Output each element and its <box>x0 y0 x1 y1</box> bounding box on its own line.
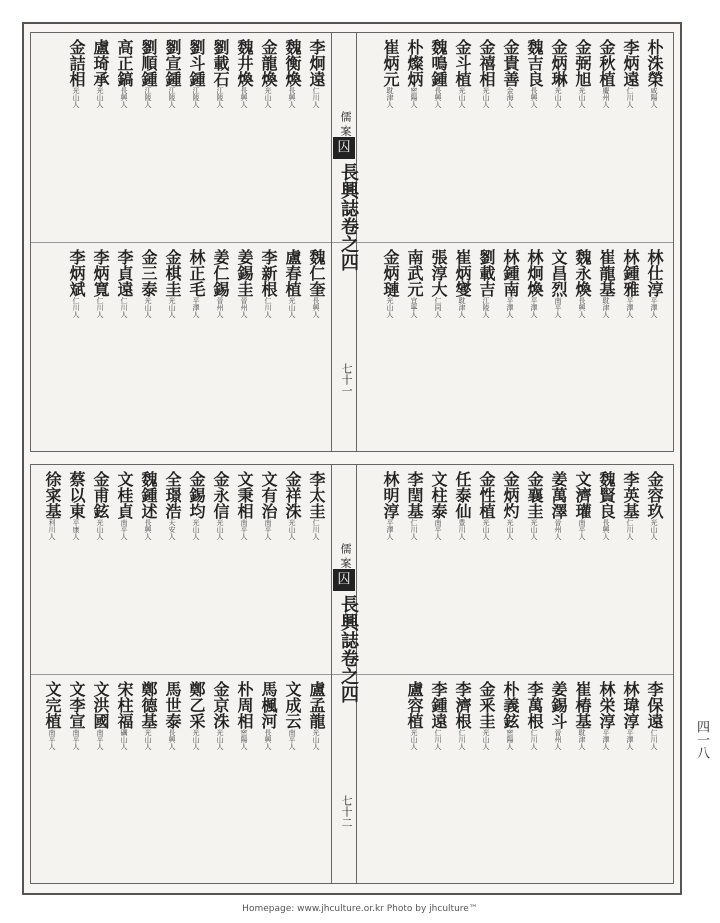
roster-entry <box>379 39 401 108</box>
person-note: 長興人 <box>602 519 610 540</box>
roster-entry <box>209 681 231 750</box>
person-name: 魏衡煥 <box>283 39 302 87</box>
person-note: 平澤人 <box>650 297 658 318</box>
person-note: 光山人 <box>386 297 394 318</box>
person-note: 仁川人 <box>458 729 466 750</box>
person-note: 長興人 <box>434 87 442 108</box>
roster-entry <box>547 471 569 540</box>
person-name: 姜萬澤 <box>549 471 568 519</box>
roster-entry <box>233 249 255 318</box>
person-note: 長興人 <box>168 729 176 750</box>
roster-entry <box>427 249 449 318</box>
person-name: 金棋圭 <box>163 249 182 297</box>
person-name: 金炳琳 <box>549 39 568 87</box>
person-note: 平澤人 <box>626 729 634 750</box>
footer-credit: Homepage: www.jhculture.or.kr Photo by jhculture™ <box>242 904 478 914</box>
person-name: 金釆圭 <box>477 681 496 729</box>
roster-entry <box>499 471 521 540</box>
person-name: 林炯煥 <box>525 249 544 297</box>
roster-entry <box>547 249 569 318</box>
roster-entry <box>451 471 473 540</box>
roster-entry <box>233 39 255 108</box>
roster-entry <box>185 471 207 540</box>
person-note: 平澤人 <box>192 297 200 318</box>
person-note: 南平人 <box>288 729 296 750</box>
person-note: 仁川人 <box>312 519 320 540</box>
roster-entry <box>257 471 279 540</box>
person-note: 南平人 <box>120 519 128 540</box>
roster-entry <box>571 249 593 318</box>
roster-entry <box>643 249 665 318</box>
person-note: 慶州人 <box>602 87 610 108</box>
person-note: 江陵人 <box>192 87 200 108</box>
person-note: 江陵人 <box>144 87 152 108</box>
person-note: 耽津人 <box>602 297 610 318</box>
person-note: 天安人 <box>168 519 176 540</box>
roster-entry <box>89 471 111 540</box>
person-note: 光山人 <box>96 87 104 108</box>
roster-entry <box>427 39 449 108</box>
person-name: 鄭德基 <box>139 681 158 729</box>
roster-entry <box>137 39 159 108</box>
person-note: 仁川人 <box>264 297 272 318</box>
roster-entry <box>427 681 449 750</box>
page-number: 四一八 <box>694 720 709 759</box>
roster-entry <box>619 471 641 540</box>
roster-entry <box>161 39 183 108</box>
person-note: 江陵人 <box>168 87 176 108</box>
person-name: 盧琦承 <box>91 39 110 87</box>
person-name: 劉斗鍾 <box>187 39 206 87</box>
person-note: 光山人 <box>144 297 152 318</box>
person-name: 崔炳元 <box>381 39 400 87</box>
person-name: 金三泰 <box>139 249 158 297</box>
person-name: 崔椿基 <box>573 681 592 729</box>
title-gutter <box>331 33 357 451</box>
person-name: 金貴善 <box>501 39 520 87</box>
roster-entry <box>451 249 473 318</box>
person-note: 耽津人 <box>458 297 466 318</box>
person-note: 光山人 <box>312 729 320 750</box>
title-gutter <box>331 465 357 883</box>
person-note: 長興人 <box>578 297 586 318</box>
section-label: 儒 案 <box>339 543 352 569</box>
person-name: 馬楓河 <box>259 681 278 729</box>
person-name: 南武元 <box>405 249 424 297</box>
person-name: 金秋植 <box>597 39 616 87</box>
emblem-icon: 囚 <box>333 137 355 159</box>
person-name: 文桂貞 <box>115 471 134 519</box>
person-note: 仁川人 <box>626 87 634 108</box>
person-name: 劉宣鍾 <box>163 39 182 87</box>
person-name: 劉載石 <box>211 39 230 87</box>
person-note: 密陽人 <box>506 729 514 750</box>
person-name: 魏吉良 <box>525 39 544 87</box>
roster-entry <box>547 681 569 750</box>
person-note: 長興人 <box>264 729 272 750</box>
person-note: 長興人 <box>240 87 248 108</box>
person-note: 光山人 <box>482 729 490 750</box>
roster-entry <box>257 39 279 108</box>
person-name: 李萬根 <box>525 681 544 729</box>
person-note: 光山人 <box>482 87 490 108</box>
person-name: 魏永煥 <box>573 249 592 297</box>
person-name: 金斗植 <box>453 39 472 87</box>
person-note: 宜寧人 <box>410 297 418 318</box>
roster-entry <box>41 681 63 750</box>
person-name: 任泰仙 <box>453 471 472 519</box>
person-name: 崔龍基 <box>597 249 616 297</box>
person-name: 金詰相 <box>67 39 86 87</box>
roster-entry <box>403 681 425 750</box>
person-name: 文柱泰 <box>429 471 448 519</box>
person-note: 光山人 <box>506 519 514 540</box>
person-note: 仁川人 <box>530 729 538 750</box>
roster-entry <box>403 471 425 540</box>
roster-entry <box>305 681 327 750</box>
lower-panel <box>30 464 674 884</box>
person-name: 金弼旭 <box>573 39 592 87</box>
roster-entry <box>305 471 327 540</box>
roster-entry <box>281 39 303 108</box>
roster-entry <box>257 681 279 750</box>
person-note: 仁川人 <box>434 729 442 750</box>
person-note: 長興人 <box>120 87 128 108</box>
person-name: 李貞遠 <box>115 249 134 297</box>
folio-number: 七十二 <box>340 795 353 828</box>
roster-entry <box>305 249 327 318</box>
person-note: 仁川人 <box>312 87 320 108</box>
person-name: 金龍煥 <box>259 39 278 87</box>
person-name: 高正鎬 <box>115 39 134 87</box>
roster-entry <box>65 39 87 108</box>
person-note: 南平人 <box>240 519 248 540</box>
person-name: 文濟瓘 <box>573 471 592 519</box>
person-name: 李鍾遠 <box>429 681 448 729</box>
person-note: 光山人 <box>264 87 272 108</box>
person-note: 光山人 <box>458 87 466 108</box>
person-note: 光山人 <box>192 519 200 540</box>
person-note: 光山人 <box>530 519 538 540</box>
roster-entry <box>209 471 231 540</box>
person-note: 晉州人 <box>554 519 562 540</box>
volume-title: 長興誌卷之四 <box>338 595 359 703</box>
person-note: 長興人 <box>530 87 538 108</box>
person-note: 光山人 <box>482 519 490 540</box>
roster-entry <box>499 39 521 108</box>
person-name: 李新根 <box>259 249 278 297</box>
roster-entry <box>595 249 617 318</box>
person-note: 光山人 <box>216 729 224 750</box>
person-name: 文昌烈 <box>549 249 568 297</box>
roster-entry <box>571 39 593 108</box>
roster-entry <box>233 681 255 750</box>
person-note: 光山人 <box>288 519 296 540</box>
person-note: 晉州人 <box>554 729 562 750</box>
person-name: 魏鳴鍾 <box>429 39 448 87</box>
roster-entry <box>233 471 255 540</box>
roster-entry <box>523 249 545 318</box>
person-name: 盧容植 <box>405 681 424 729</box>
roster-entry <box>185 39 207 108</box>
roster-entry <box>137 681 159 750</box>
person-name: 李炳遠 <box>621 39 640 87</box>
person-name: 朴洙榮 <box>645 39 664 87</box>
person-note: 南平人 <box>434 519 442 540</box>
person-name: 金容玖 <box>645 471 664 519</box>
person-name: 林栄淳 <box>597 681 616 729</box>
roster-entry <box>161 471 183 540</box>
person-note: 仁川人 <box>410 519 418 540</box>
person-note: 平澤人 <box>530 297 538 318</box>
roster-entry <box>571 681 593 750</box>
person-note: 晉州人 <box>240 297 248 318</box>
roster-entry <box>89 39 111 108</box>
person-note: 南平人 <box>554 297 562 318</box>
person-name: 宋柱福 <box>115 681 134 729</box>
roster-entry <box>257 249 279 318</box>
person-name: 朴義鉉 <box>501 681 520 729</box>
roster-entry <box>113 681 135 750</box>
person-name: 文成云 <box>283 681 302 729</box>
person-name: 金永信 <box>211 471 230 519</box>
person-name: 李太圭 <box>307 471 326 519</box>
person-note: 平澤人 <box>626 297 634 318</box>
person-name: 林明淳 <box>381 471 400 519</box>
person-note: 南平人 <box>96 729 104 750</box>
roster-entry <box>475 471 497 540</box>
roster-entry <box>137 249 159 318</box>
person-note: 密陽人 <box>240 729 248 750</box>
emblem-icon: 囚 <box>333 569 355 591</box>
roster-entry <box>185 249 207 318</box>
person-name: 崔炳燮 <box>453 249 472 297</box>
person-name: 全璟浩 <box>163 471 182 519</box>
roster-entry <box>595 39 617 108</box>
person-name: 李英基 <box>621 471 640 519</box>
roster-entry <box>643 681 665 750</box>
person-name: 金京洙 <box>211 681 230 729</box>
roster-entry <box>379 249 401 318</box>
roster-entry <box>161 249 183 318</box>
person-note: 光山人 <box>650 519 658 540</box>
roster-entry <box>403 39 425 108</box>
person-name: 金炳璉 <box>381 249 400 297</box>
person-note: 長興人 <box>312 297 320 318</box>
person-name: 鄭乙采 <box>187 681 206 729</box>
roster-entry <box>475 39 497 108</box>
person-note: 光山人 <box>216 519 224 540</box>
person-name: 朴燦炳 <box>405 39 424 87</box>
roster-entry <box>403 249 425 318</box>
roster-entry <box>643 471 665 540</box>
person-note: 南平人 <box>48 729 56 750</box>
roster-entry <box>65 249 87 318</box>
person-name: 李保遠 <box>645 681 664 729</box>
person-name: 馬世泰 <box>163 681 182 729</box>
person-name: 李閏基 <box>405 471 424 519</box>
person-name: 李炯遠 <box>307 39 326 87</box>
person-note: 光山人 <box>72 87 80 108</box>
person-note: 咸陽人 <box>650 87 658 108</box>
person-name: 魏賢良 <box>597 471 616 519</box>
person-name: 李濟根 <box>453 681 472 729</box>
roster-entry <box>595 471 617 540</box>
person-note: 仁川人 <box>626 519 634 540</box>
person-name: 金祥洙 <box>283 471 302 519</box>
roster-entry <box>643 39 665 108</box>
roster-entry <box>209 39 231 108</box>
roster-entry <box>161 681 183 750</box>
person-name: 盧孟龍 <box>307 681 326 729</box>
person-note: 平康人 <box>72 519 80 540</box>
person-name: 蔡以東 <box>67 471 86 519</box>
person-note: 耽津人 <box>578 729 586 750</box>
person-name: 文李宣 <box>67 681 86 729</box>
roster-entry <box>281 471 303 540</box>
roster-entry <box>619 681 641 750</box>
person-note: 光山人 <box>192 729 200 750</box>
person-note: 平澤人 <box>506 297 514 318</box>
roster-entry <box>499 681 521 750</box>
roster-entry <box>499 249 521 318</box>
person-note: 江陵人 <box>216 87 224 108</box>
roster-entry <box>281 249 303 318</box>
person-name: 姜錫斗 <box>549 681 568 729</box>
person-note: 晉州人 <box>216 297 224 318</box>
book-page <box>22 22 682 895</box>
roster-entry <box>523 471 545 540</box>
person-note: 仁川人 <box>72 297 80 318</box>
person-note: 密陽人 <box>410 87 418 108</box>
person-note: 仁川人 <box>650 729 658 750</box>
section-label: 儒 案 <box>339 111 352 137</box>
roster-entry <box>571 471 593 540</box>
person-name: 魏鍾述 <box>139 471 158 519</box>
person-name: 李炳寬 <box>91 249 110 297</box>
person-note: 光山人 <box>144 729 152 750</box>
roster-entry <box>185 681 207 750</box>
person-name: 林鍾雅 <box>621 249 640 297</box>
roster-entry <box>113 249 135 318</box>
roster-entry <box>137 471 159 540</box>
person-name: 魏井煥 <box>235 39 254 87</box>
roster-entry <box>113 471 135 540</box>
person-name: 文秉相 <box>235 471 254 519</box>
person-note: 仁川人 <box>120 297 128 318</box>
person-name: 金炳灼 <box>501 471 520 519</box>
person-name: 李炳斌 <box>67 249 86 297</box>
person-note: 光山人 <box>554 87 562 108</box>
upper-panel <box>30 32 674 452</box>
person-name: 金錫均 <box>187 471 206 519</box>
roster-entry <box>379 471 401 540</box>
person-name: 林正毛 <box>187 249 206 297</box>
person-note: 利川人 <box>48 519 56 540</box>
person-name: 劉順鍾 <box>139 39 158 87</box>
roster-entry <box>523 39 545 108</box>
roster-entry <box>65 681 87 750</box>
roster-entry <box>475 681 497 750</box>
person-name: 文完植 <box>43 681 62 729</box>
roster-entry <box>281 681 303 750</box>
roster-entry <box>427 471 449 540</box>
person-note: 仁川人 <box>96 297 104 318</box>
person-note: 光山人 <box>96 519 104 540</box>
person-note: 礪山人 <box>120 729 128 750</box>
roster-entry <box>89 249 111 318</box>
person-name: 金襄圭 <box>525 471 544 519</box>
roster-entry <box>475 249 497 318</box>
roster-entry <box>305 39 327 108</box>
person-note: 豊川人 <box>458 519 466 540</box>
roster-entry <box>89 681 111 750</box>
person-name: 金性植 <box>477 471 496 519</box>
person-note: 平澤人 <box>602 729 610 750</box>
roster-entry <box>619 249 641 318</box>
person-name: 姜仁錫 <box>211 249 230 297</box>
person-note: 耽津人 <box>386 87 394 108</box>
roster-entry <box>41 471 63 540</box>
roster-entry <box>619 39 641 108</box>
person-note: 江陵人 <box>482 297 490 318</box>
person-name: 文洪國 <box>91 681 110 729</box>
roster-entry <box>451 39 473 108</box>
person-note: 南平人 <box>264 519 272 540</box>
roster-entry <box>209 249 231 318</box>
person-name: 盧春植 <box>283 249 302 297</box>
person-name: 劉載吉 <box>477 249 496 297</box>
person-name: 張淳大 <box>429 249 448 297</box>
person-name: 林仕淳 <box>645 249 664 297</box>
person-name: 魏仁奎 <box>307 249 326 297</box>
folio-number: 七十一 <box>340 363 353 396</box>
person-note: 平澤人 <box>386 519 394 540</box>
person-note: 金海人 <box>506 87 514 108</box>
person-note: 光山人 <box>578 87 586 108</box>
person-note: 光山人 <box>410 729 418 750</box>
person-note: 仁同人 <box>434 297 442 318</box>
person-note: 南平人 <box>578 519 586 540</box>
person-note: 南平人 <box>72 729 80 750</box>
person-name: 金禧相 <box>477 39 496 87</box>
roster-entry <box>451 681 473 750</box>
roster-entry <box>65 471 87 540</box>
person-note: 光山人 <box>168 297 176 318</box>
roster-entry <box>595 681 617 750</box>
roster-entry <box>113 39 135 108</box>
person-name: 徐寀基 <box>43 471 62 519</box>
person-name: 朴周相 <box>235 681 254 729</box>
person-name: 林瑋淳 <box>621 681 640 729</box>
person-name: 姜錫圭 <box>235 249 254 297</box>
roster-entry <box>547 39 569 108</box>
roster-entry <box>523 681 545 750</box>
person-note: 長興人 <box>288 87 296 108</box>
person-note: 光山人 <box>288 297 296 318</box>
person-note: 長興人 <box>144 519 152 540</box>
volume-title: 長興誌卷之四 <box>338 163 359 271</box>
person-name: 林鍾南 <box>501 249 520 297</box>
person-name: 金甫鉉 <box>91 471 110 519</box>
person-name: 文有治 <box>259 471 278 519</box>
